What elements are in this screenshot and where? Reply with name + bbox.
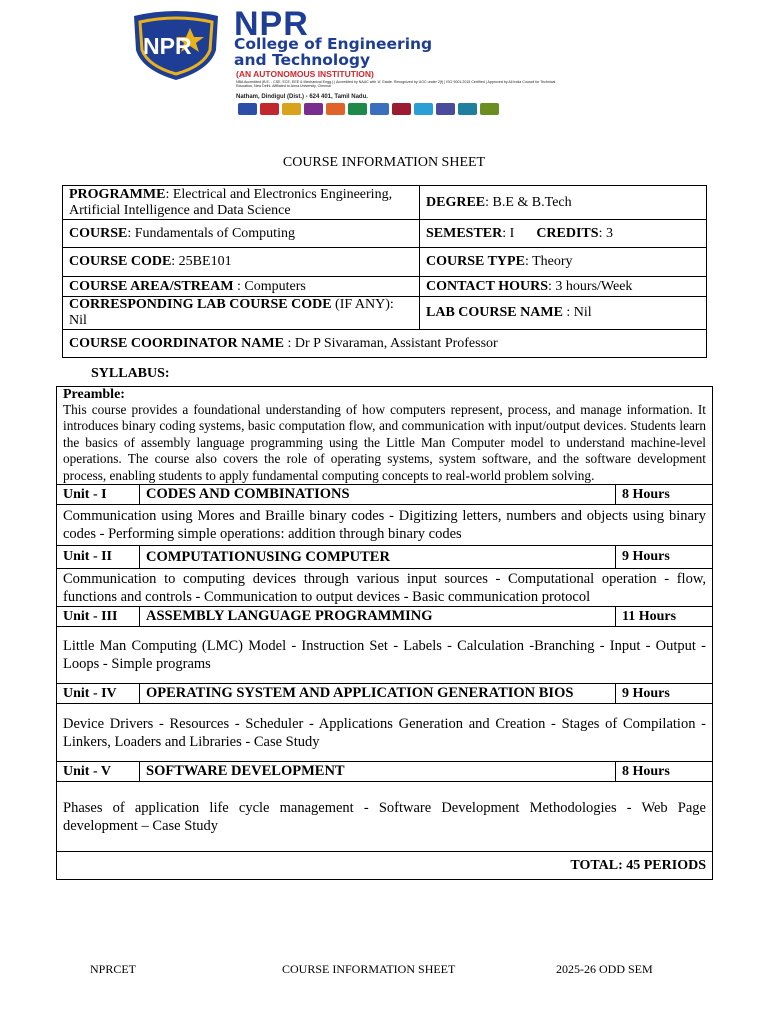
unit-header-row	[57, 546, 713, 569]
unit-number: Unit - II	[57, 546, 140, 569]
course-value: : Fundamentals of Computing	[127, 225, 295, 241]
semester-label: SEMESTER	[426, 225, 503, 241]
accreditation-badges	[238, 103, 499, 115]
unit-header-row	[57, 485, 713, 505]
contact-hours-value: : 3 hours/Week	[548, 278, 633, 294]
college-header	[130, 5, 560, 120]
accreditation-badge-icon	[370, 103, 389, 115]
course-label: COURSE	[69, 225, 128, 241]
unit-title: CODES AND COMBINATIONS	[140, 485, 616, 505]
accreditation-badge-icon	[348, 103, 367, 115]
footer-title: COURSE INFORMATION SHEET	[282, 962, 456, 976]
lab-name-cell	[420, 297, 707, 330]
preamble-cell	[57, 387, 713, 485]
degree-label: DEGREE	[426, 194, 486, 210]
unit-number: Unit - IV	[57, 684, 140, 704]
programme-value: : Electrical and Electronics Engineering,	[165, 186, 393, 202]
programme-value-2: Artificial Intelligence and Data Science	[69, 202, 291, 218]
unit-content: Communication to computing devices through various input sources - Computational operation - flow, functions and controls - Communication to output devices - Basic communication protocol	[57, 569, 713, 607]
preamble-text: This course provides a foundational understanding of how computers represent, process, and manage information. It introduces binary coding systems, basic computation flow, and communication with input/output devices. Students learn the basics of assembly language programming using the Little Man Computer model to understand machine-level operations. The course also covers the role of operating systems, system software, and the software development process, enabling students to apply fundamental computing concepts to real-world problem solving.	[63, 402, 706, 483]
coordinator-cell	[63, 330, 707, 358]
accreditation-badge-icon	[436, 103, 455, 115]
course-area-cell	[63, 277, 420, 297]
degree-cell	[420, 186, 707, 220]
contact-hours-cell	[420, 277, 707, 297]
college-name-line2: and Technology	[234, 51, 371, 69]
credits-value: : 3	[598, 225, 613, 241]
accreditation-badge-icon	[480, 103, 499, 115]
unit-header-row	[57, 684, 713, 704]
total-periods: TOTAL: 45 PERIODS	[57, 852, 713, 880]
course-area-label: COURSE AREA/STREAM	[69, 278, 234, 294]
lab-name-label: LAB COURSE NAME	[426, 305, 563, 320]
unit-content-row	[57, 505, 713, 546]
lab-code-label: CORRESPONDING LAB COURSE CODE	[69, 297, 332, 312]
unit-content-row	[57, 627, 713, 684]
coordinator-label: COURSE COORDINATOR NAME	[69, 335, 284, 351]
logo-text: NPR	[143, 33, 192, 59]
unit-number: Unit - I	[57, 485, 140, 505]
accreditation-badge-icon	[392, 103, 411, 115]
footer-semester: 2025-26 ODD SEM	[556, 962, 653, 976]
syllabus-label: SYLLABUS:	[91, 366, 170, 381]
unit-number: Unit - V	[57, 762, 140, 782]
accreditation-badge-icon	[260, 103, 279, 115]
accreditation-text: NBA Accredited (B.E. - CSE, ECE, EEE & Mechanical Engg.) | Accredited by NAAC with 'A' Grade. Recognized by UGC under 2(f) | ISO 9001:2015 Certified | Approved by All India Council for Technical Education, New Delhi. Affiliated to Anna University, Chennai	[236, 80, 556, 89]
accreditation-badge-icon	[458, 103, 477, 115]
unit-hours: 11 Hours	[616, 607, 713, 627]
unit-header-row	[57, 607, 713, 627]
unit-content: Phases of application life cycle management - Software Development Methodologies - Web Page development – Case Study	[57, 782, 713, 852]
contact-hours-label: CONTACT HOURS	[426, 278, 549, 294]
unit-header-row	[57, 762, 713, 782]
unit-content-row	[57, 704, 713, 762]
course-cell	[63, 220, 420, 248]
unit-number: Unit - III	[57, 607, 140, 627]
unit-hours: 8 Hours	[616, 485, 713, 505]
course-type-value: : Theory	[524, 254, 573, 269]
accreditation-badge-icon	[414, 103, 433, 115]
unit-title: SOFTWARE DEVELOPMENT	[140, 762, 616, 782]
coordinator-value: : Dr P Sivaraman, Assistant Professor	[283, 335, 498, 351]
page-title: COURSE INFORMATION SHEET	[282, 155, 486, 170]
programme-label: PROGRAMME	[69, 186, 166, 202]
unit-hours: 8 Hours	[616, 762, 713, 782]
course-type-label: COURSE TYPE	[426, 254, 525, 269]
course-code-value: : 25BE101	[171, 254, 232, 269]
college-logo-icon	[130, 10, 222, 82]
lab-name-value: : Nil	[562, 305, 592, 320]
lab-code-value: (IF ANY): Nil	[69, 297, 394, 328]
unit-title: ASSEMBLY LANGUAGE PROGRAMMING	[140, 607, 616, 627]
semester-value: : I	[502, 225, 515, 241]
college-name-line1: College of Engineering	[234, 35, 433, 53]
unit-content: Device Drivers - Resources - Scheduler - Applications Generation and Creation - Stages of Compilation - Linkers, Loaders and Libraries - Case Study	[57, 704, 713, 762]
unit-title: OPERATING SYSTEM AND APPLICATION GENERATION BIOS	[140, 684, 616, 704]
accreditation-badge-icon	[326, 103, 345, 115]
course-code-label: COURSE CODE	[69, 254, 172, 269]
college-name-short: NPR	[234, 5, 309, 43]
lab-code-cell	[63, 297, 420, 330]
unit-content-row	[57, 569, 713, 607]
course-type-cell	[420, 248, 707, 277]
programme-cell	[63, 186, 420, 220]
accreditation-badge-icon	[238, 103, 257, 115]
college-address: Natham, Dindigul (Dist.) - 624 401, Tamil Nadu.	[236, 94, 368, 100]
unit-content: Communication using Mores and Braille binary codes - Digitizing letters, numbers and objects using binary codes - Performing simple operations: addition through binary codes	[57, 505, 713, 546]
footer-institution: NPRCET	[90, 962, 137, 976]
accreditation-badge-icon	[304, 103, 323, 115]
syllabus-table	[56, 386, 713, 880]
total-row	[57, 852, 713, 880]
unit-content-row	[57, 782, 713, 852]
unit-hours: 9 Hours	[616, 546, 713, 569]
autonomous-label: (AN AUTONOMOUS INSTITUTION)	[236, 69, 374, 79]
course-area-value: : Computers	[233, 278, 306, 294]
course-info-table	[62, 185, 707, 358]
semester-credits-cell	[420, 220, 707, 248]
unit-hours: 9 Hours	[616, 684, 713, 704]
credits-label: CREDITS	[536, 225, 599, 241]
accreditation-badge-icon	[282, 103, 301, 115]
unit-content: Little Man Computing (LMC) Model - Instruction Set - Labels - Calculation -Branching - Input - Output - Loops - Simple programs	[57, 627, 713, 684]
unit-title: COMPUTATIONUSING COMPUTER	[140, 546, 616, 569]
degree-value: : B.E & B.Tech	[485, 194, 572, 210]
preamble-label: Preamble:	[63, 387, 125, 402]
course-code-cell	[63, 248, 420, 277]
